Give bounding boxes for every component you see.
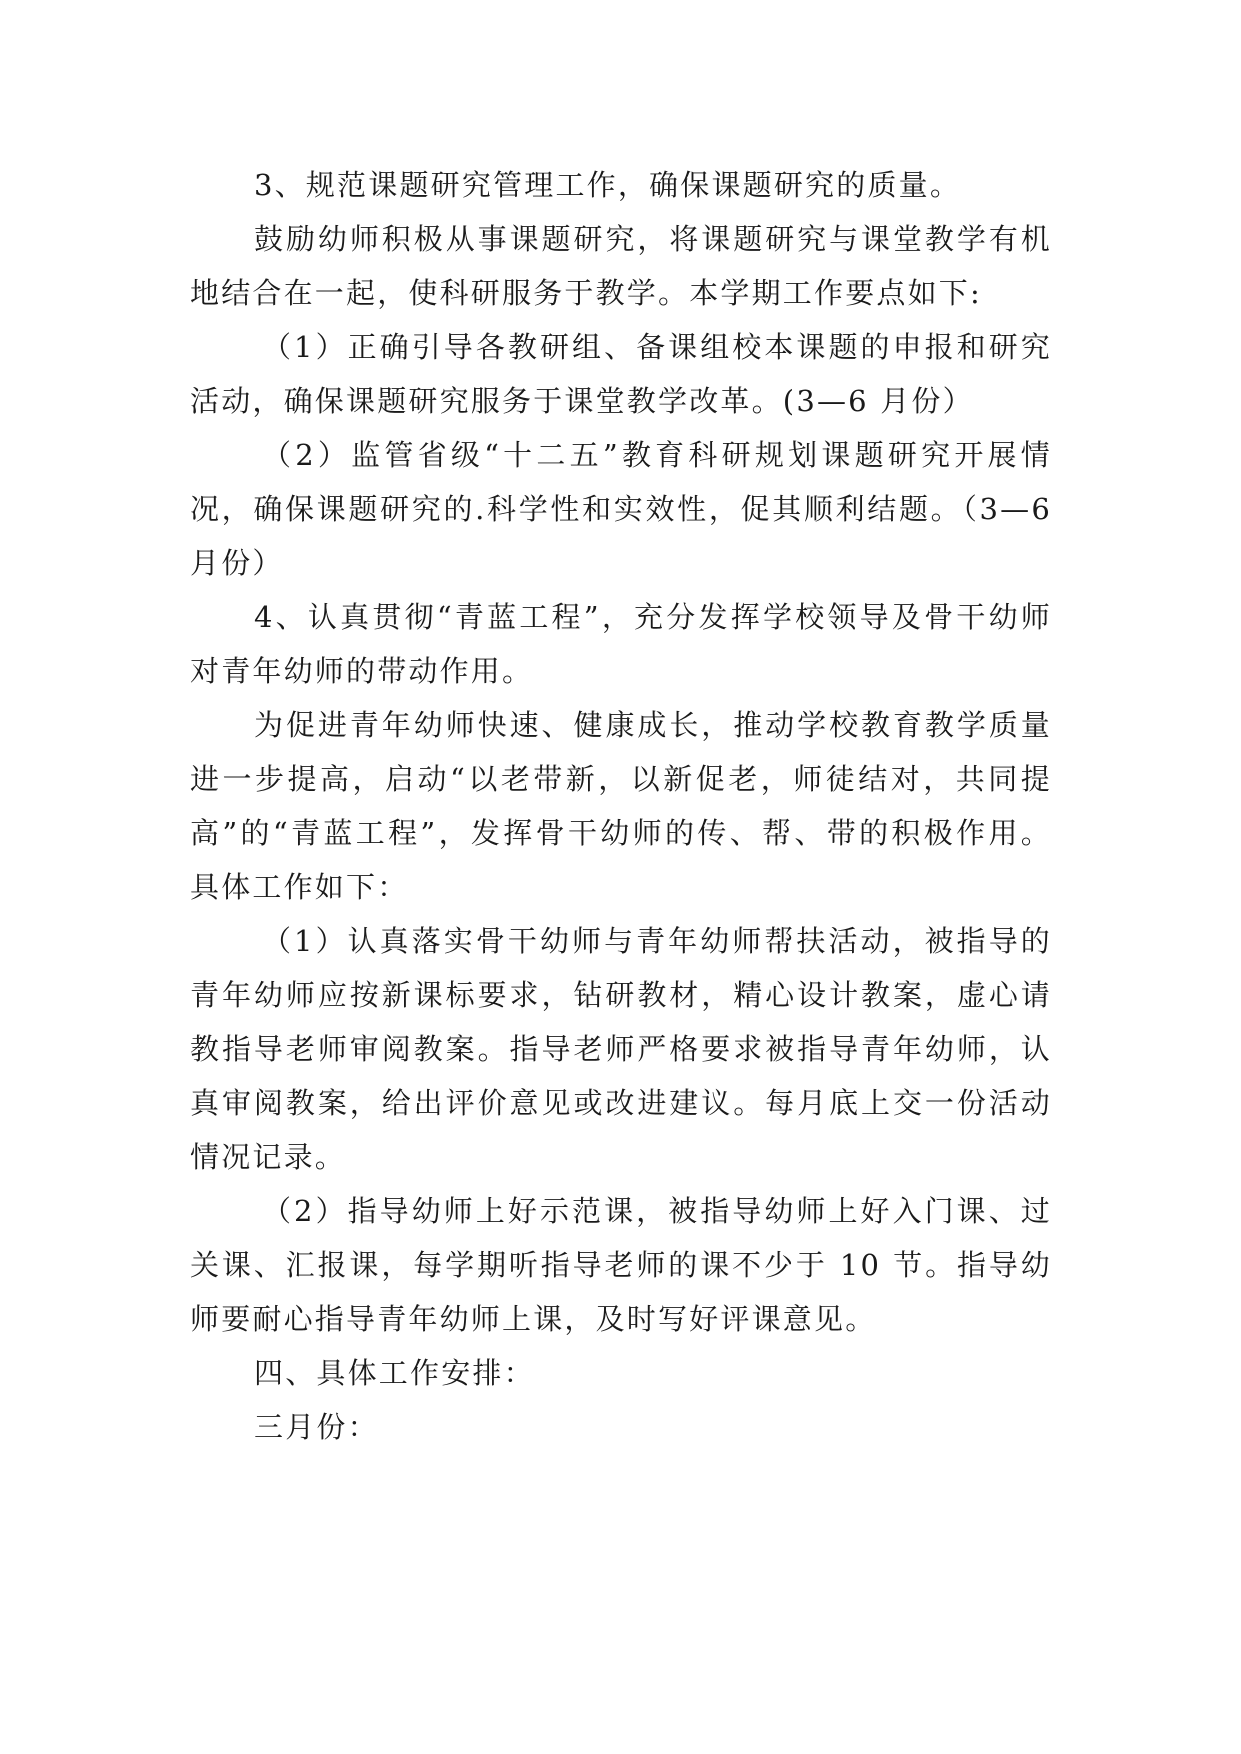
paragraph-section-four-heading: 四、具体工作安排： <box>254 1356 535 1390</box>
paragraph-research-point-2: （2）监管省级“十二五”教育科研规划课题研究开展情况，确保课题研究的.科学性和实效性，促其顺利结题。（3—6 月份） <box>190 438 1052 580</box>
paragraph-research-point-1: （1）正确引导各教研组、备课组校本课题的申报和研究活动，确保课题研究服务于课堂教学改革。(3—6 月份） <box>190 330 1052 418</box>
paragraph-mentoring-point-2: （2）指导幼师上好示范课，被指导幼师上好入门课、过关课、汇报课，每学期听指导老师的课不少于 10 节。指导幼师要耐心指导青年幼师上课，及时写好评课意见。 <box>190 1194 1052 1336</box>
paragraph-qinglan-project: 为促进青年幼师快速、健康成长，推动学校教育教学质量进一步提高，启动“以老带新，以新促老，师徒结对，共同提高”的“青蓝工程”，发挥骨干幼师的传、帮、带的积极作用。具体工作如下： <box>190 708 1052 904</box>
document-body <box>190 158 1052 1454</box>
paragraph-research-encouragement: 鼓励幼师积极从事课题研究，将课题研究与课堂教学有机地结合在一起，使科研服务于教学。本学期工作要点如下: <box>190 222 1052 310</box>
paragraph-march-heading: 三月份： <box>254 1410 379 1444</box>
paragraph-item-3-heading: 3、规范课题研究管理工作，确保课题研究的质量。 <box>254 168 962 202</box>
paragraph-item-4-heading: 4、认真贯彻“青蓝工程”，充分发挥学校领导及骨干幼师对青年幼师的带动作用。 <box>190 600 1052 688</box>
paragraph-mentoring-point-1: （1）认真落实骨干幼师与青年幼师帮扶活动，被指导的青年幼师应按新课标要求，钻研教材，精心设计教案，虚心请教指导老师审阅教案。指导老师严格要求被指导青年幼师，认真审阅教案，给出评价意见或改进建议。每月底上交一份活动情况记录。 <box>190 924 1052 1174</box>
